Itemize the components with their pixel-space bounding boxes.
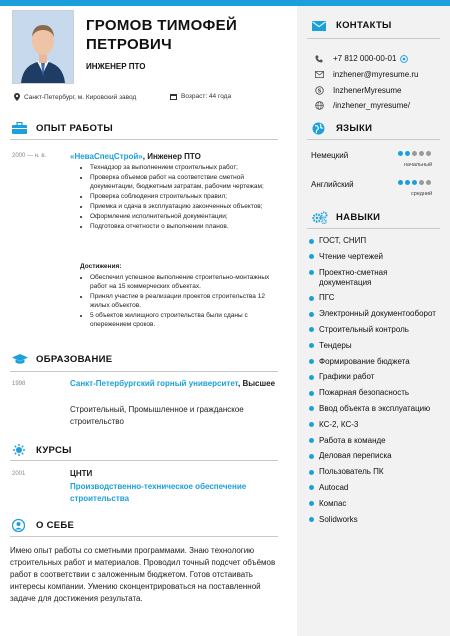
section-experience-title: ОПЫТ РАБОТЫ: [12, 122, 113, 134]
rating-dot-filled: [412, 180, 417, 185]
contact-phone: [313, 54, 408, 63]
course-name: Производственно-техническое обеспечение строительства: [70, 482, 247, 503]
rating-dot-empty: [412, 151, 417, 156]
email-text[interactable]: inzhener@myresume.ru: [333, 70, 419, 79]
full-name: ГРОМОВ ТИМОФЕЙ ПЕТРОВИЧ: [86, 17, 238, 53]
achievements-label: Достижения:: [80, 263, 122, 270]
language-name: Немецкий: [311, 151, 349, 160]
section-about-title: О СЕБЕ: [12, 519, 74, 532]
skill-item: Ввод объекта в эксплуатацию: [308, 404, 440, 414]
skill-item: Solidworks: [308, 515, 440, 525]
task-item: • Оформление исполнительной документации;: [90, 212, 280, 221]
person-icon: [12, 519, 28, 532]
achievement-item: • 5 объектов жилищного строительства были сданы с опережением сроков.: [90, 311, 280, 329]
phone-icon: [313, 55, 325, 63]
experience-period: 2000 — н. в.: [12, 153, 47, 159]
skill-item: Строительный контроль: [308, 325, 440, 335]
position-name: , Инженер ПТО: [142, 152, 201, 161]
about-divider: [10, 536, 278, 537]
achievements-list: [80, 273, 280, 330]
rating-dot-filled: [398, 151, 403, 156]
skill-item: Пользователь ПК: [308, 467, 440, 477]
rating-dot-empty: [426, 151, 431, 156]
education-divider: [10, 371, 278, 372]
skill-item: Чтение чертежей: [308, 252, 440, 262]
contact-website: [313, 101, 410, 110]
skill-item: КС-2, КС-3: [308, 420, 440, 430]
rating-dot-empty: [419, 180, 424, 185]
profile-photo: [12, 10, 74, 84]
briefcase-icon: [12, 122, 28, 134]
envelope-icon: [312, 21, 328, 31]
globe-icon: [312, 122, 328, 135]
skill-item: Работа в команде: [308, 436, 440, 446]
skill-item: Графики работ: [308, 372, 440, 382]
skill-item: Компас: [308, 499, 440, 509]
skills-divider: [307, 228, 440, 229]
skill-item: Формирование бюджета: [308, 357, 440, 367]
age-line: [170, 93, 231, 100]
achievement-item: • Обеспечил успешное выполнение строительно-монтажных работ на 15 коммерческих объектах.: [90, 273, 280, 291]
education-institution-line: [70, 378, 285, 390]
language-rating-1: [398, 180, 433, 185]
age-text: Возраст: 44 года: [181, 93, 232, 100]
achievement-item: • Принял участие в реализации проектов строительства 12 жилых объектов.: [90, 292, 280, 310]
location-text: Санкт-Петербург, м. Кировский завод: [24, 93, 137, 101]
task-item: • Проверка соблюдения строительных правил;: [90, 192, 280, 201]
calendar-icon: [170, 93, 177, 100]
institution-name: Санкт-Петербургский горный университет: [70, 379, 238, 388]
rating-dot-empty: [419, 151, 424, 156]
skill-item: ПГС: [308, 293, 440, 303]
degree-name: , Высшее: [238, 379, 276, 388]
rating-dot-filled: [405, 151, 410, 156]
courses-divider: [10, 460, 278, 461]
skill-item: Проектно-сметная документация: [308, 268, 440, 288]
gears-icon: [312, 211, 328, 224]
website-text[interactable]: /inzhener_myresume/: [333, 101, 410, 110]
globe-icon: [313, 101, 325, 110]
location-line: [14, 93, 136, 101]
section-contacts-title: КОНТАКТЫ: [312, 20, 392, 31]
job-title: ИНЖЕНЕР ПТО: [86, 62, 146, 71]
language-level: начальный: [404, 162, 433, 168]
skype-text[interactable]: InzhenerMyresume: [333, 86, 402, 95]
skill-item: Деловая переписка: [308, 451, 440, 461]
contact-skype: [313, 86, 401, 95]
megaphone-icon: [12, 444, 28, 456]
language-level: средний: [411, 191, 433, 197]
skill-item: ГОСТ, СНИП: [308, 236, 440, 246]
skill-item: Пожарная безопасность: [308, 388, 440, 398]
graduation-cap-icon: [12, 354, 28, 365]
task-item: • Приемка и сдача в эксплуатацию законченных объектов;: [90, 202, 280, 211]
skill-item: Тендеры: [308, 341, 440, 351]
task-item: • Подготовка отчетности о выполнении планов.: [90, 222, 280, 231]
svg-text:S: S: [317, 88, 321, 95]
email-icon: [313, 71, 325, 78]
skill-item: Autocad: [308, 483, 440, 493]
about-text: Имею опыт работы со сметными программами. Знаю технологию строительных работ и материалов. Проводил точный подсчет объёмов работ в соответствии с заложенным бюджетом. Готов отстаивать интересы компании. Умению сконцентрироваться на поставленной задаче для достижения результата.: [10, 546, 276, 603]
task-item: • Технадзор за выполнением строительных работ;: [90, 163, 280, 172]
course-year: 2001: [12, 471, 26, 477]
location-pin-icon: [14, 93, 20, 101]
experience-tasks: [80, 163, 280, 232]
language-name: Английский: [311, 180, 354, 189]
skill-item: Электронный документооборот: [308, 309, 440, 319]
education-year: 1998: [12, 381, 26, 387]
experience-divider: [10, 139, 278, 140]
languages-divider: [307, 139, 440, 140]
phone-text[interactable]: +7 812 000-00-01: [333, 54, 397, 63]
language-rating-0: [398, 151, 433, 156]
education-specialty: Строительный, Промышленное и гражданское строительство: [70, 405, 244, 426]
section-education-title: ОБРАЗОВАНИЕ: [12, 354, 112, 365]
rating-dot-empty: [426, 180, 431, 185]
rating-dot-filled: [405, 180, 410, 185]
company-name: «НеваСпецСтрой»: [70, 152, 143, 161]
skills-list: [308, 236, 440, 530]
course-org: ЦНТИ: [70, 469, 93, 478]
whatsapp-icon: [400, 55, 408, 63]
contacts-divider: [307, 38, 440, 39]
section-skills-title: НАВЫКИ: [312, 211, 380, 224]
skype-icon: [313, 86, 325, 95]
section-courses-title: КУРСЫ: [12, 444, 72, 456]
contact-email: [313, 70, 418, 79]
experience-company-line: [70, 152, 201, 161]
task-item: • Проверка объемов работ на соответствие сметной документации, бюджетным затратам, рабочим чертежам;: [90, 173, 280, 191]
section-languages-title: ЯЗЫКИ: [312, 122, 372, 135]
rating-dot-filled: [398, 180, 403, 185]
